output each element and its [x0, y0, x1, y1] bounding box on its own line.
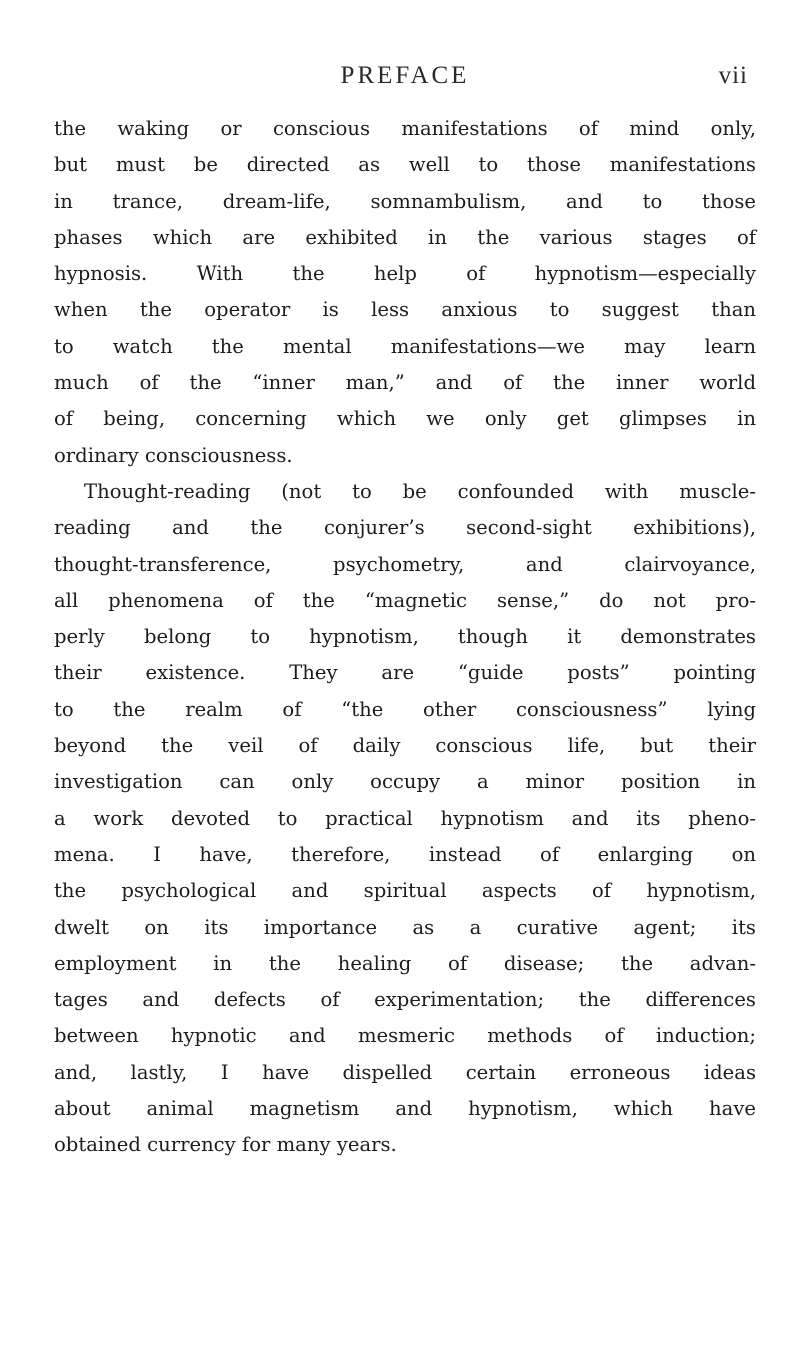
text-line: reading and the conjurer’s second-sight exhibitions), — [54, 516, 756, 540]
page-number: vii — [718, 62, 748, 89]
text-line: employment in the healing of disease; the advan- — [54, 951, 756, 975]
text-line: dwelt on its importance as a curative agent; its — [54, 915, 756, 939]
text-line: the waking or conscious manifestations of mind only, — [54, 117, 756, 140]
text-line: thought-transference, psychometry, and clairvoyance, — [54, 552, 756, 576]
running-head: PREFACE — [340, 62, 470, 89]
text-line: beyond the veil of daily conscious life, but their — [54, 734, 756, 758]
text-line: phases which are exhibited in the various stages of — [54, 225, 756, 249]
text-line: the psychological and spiritual aspects of hypnotism, — [54, 879, 756, 903]
text-line: and, lastly, I have dispelled certain erroneous ideas — [54, 1060, 756, 1084]
text-line: when the operator is less anxious to suggest than — [54, 298, 756, 322]
text-line: in trance, dream-life, somnambulism, and to those — [54, 189, 756, 213]
page-header — [62, 62, 748, 98]
text-line: to the realm of “the other consciousness” lying — [54, 697, 756, 721]
text-line: much of the “inner man,” and of the inner world — [54, 371, 756, 395]
text-line: hypnosis. With the help of hypnotism—especially — [54, 262, 756, 286]
text-line: a work devoted to practical hypnotism and its pheno- — [54, 806, 756, 830]
text-line: of being, concerning which we only get glimpses in — [54, 407, 756, 431]
paragraph-end-line: obtained currency for many years. — [54, 1133, 397, 1157]
paragraph-end-line: ordinary consciousness. — [54, 443, 293, 467]
text-line: tages and defects of experimentation; the differences — [54, 988, 756, 1012]
text-line: to watch the mental manifestations—we may learn — [54, 334, 756, 358]
text-line: mena. I have, therefore, instead of enlarging on — [54, 842, 756, 866]
text-line: about animal magnetism and hypnotism, which have — [54, 1097, 756, 1121]
text-line: perly belong to hypnotism, though it demonstrates — [54, 625, 756, 649]
text-line: their existence. They are “guide posts” pointing — [54, 661, 756, 685]
paragraph-start-line: Thought-reading (not to be confounded with muscle- — [84, 479, 756, 503]
text-line: investigation can only occupy a minor position in — [54, 770, 756, 794]
text-line: all phenomena of the “magnetic sense,” do not pro- — [54, 588, 756, 612]
text-line: but must be directed as well to those manifestations — [54, 153, 756, 177]
body-text — [54, 111, 756, 1164]
text-line: between hypnotic and mesmeric methods of induction; — [54, 1024, 756, 1048]
